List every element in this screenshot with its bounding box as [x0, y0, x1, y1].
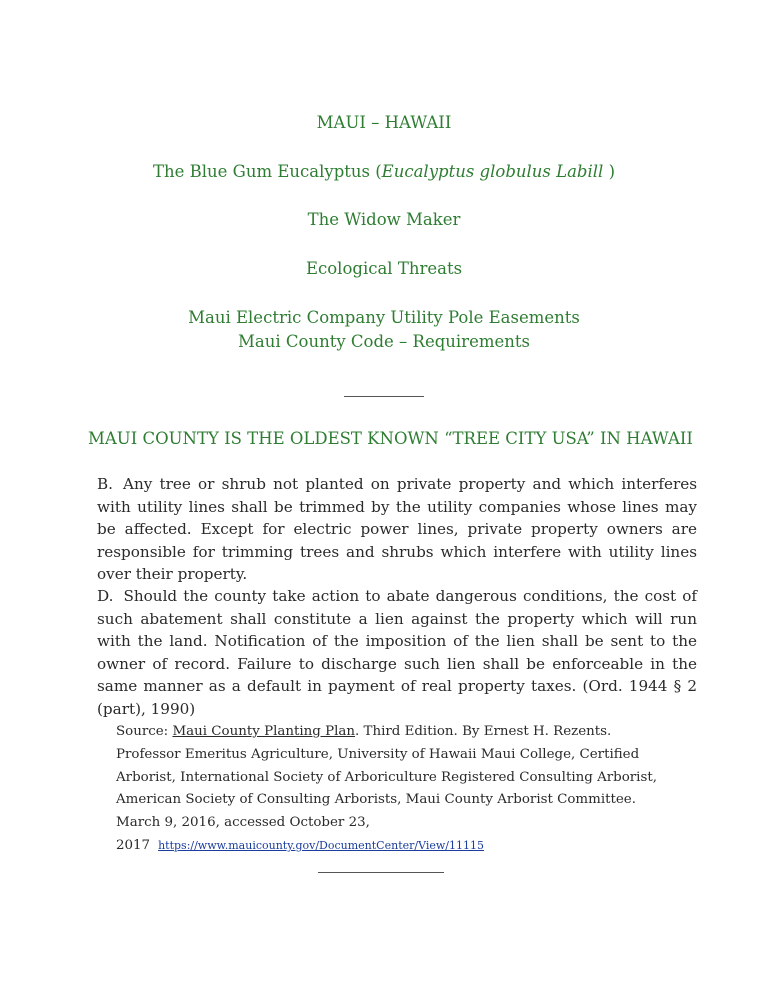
tree-city-banner: MAUI COUNTY IS THE OLDEST KNOWN “TREE CITY USA” IN HAWAII — [88, 429, 693, 448]
title-line-blue-gum-italic: Eucalyptus globulus Labill — [381, 162, 604, 181]
source-link[interactable]: https://www.mauicounty.gov/DocumentCenter/View/11115 — [158, 838, 484, 852]
title-line-ecological-threats: Ecological Threats — [305, 259, 463, 278]
source-body: . Third Edition. By Ernest H. Rezents. Professor Emeritus Agriculture, University of Hawaii Maui College, Certified Arborist, International Society of Arboriculture Registered Consulting Arborist, American Society of Consulting Arborists, Maui County Arborist Committee. March 9, 2016, accessed October 23, 2017 — [116, 724, 657, 853]
paragraph-b-label: B. — [97, 475, 113, 493]
title-line-blue-gum-prefix: The Blue Gum Eucalyptus ( — [152, 162, 382, 181]
title-line-county-code: Maui County Code – Requirements — [238, 332, 530, 351]
source-prefix: Source: — [116, 724, 173, 739]
title-line-blue-gum-suffix: ) — [603, 162, 616, 181]
divider-bottom — [318, 872, 444, 873]
paragraph-d — [97, 585, 697, 720]
paragraph-b — [97, 473, 697, 586]
title-line-blue-gum — [0, 160, 768, 184]
title-line-maui-hawaii: MAUI – HAWAII — [316, 113, 452, 132]
source-citation — [116, 721, 676, 858]
divider-top — [344, 396, 424, 397]
source-title: Maui County Planting Plan — [172, 724, 355, 739]
paragraph-d-text: Should the county take action to abate dangerous conditions, the cost of such abatement shall constitute a lien against the property which will run with the land. Notification of the imposition of the lien shall be sent to the owner of record. Failure to discharge such lien shall be enforceable in the same manner as a default in payment of real property taxes. (Ord. 1944 § 2 (part), 1990) — [97, 587, 697, 718]
title-line-utility-easements: Maui Electric Company Utility Pole Easements — [188, 308, 580, 327]
paragraph-b-text: Any tree or shrub not planted on private property and which interferes with utility lines shall be trimmed by the utility companies whose lines may be affected. Except for electric power lines, private property owners are responsible for trimming trees and shrubs which interfere with utility lines over their property. — [97, 475, 697, 583]
title-line-widow-maker: The Widow Maker — [307, 210, 461, 229]
paragraph-d-label: D. — [97, 587, 114, 605]
